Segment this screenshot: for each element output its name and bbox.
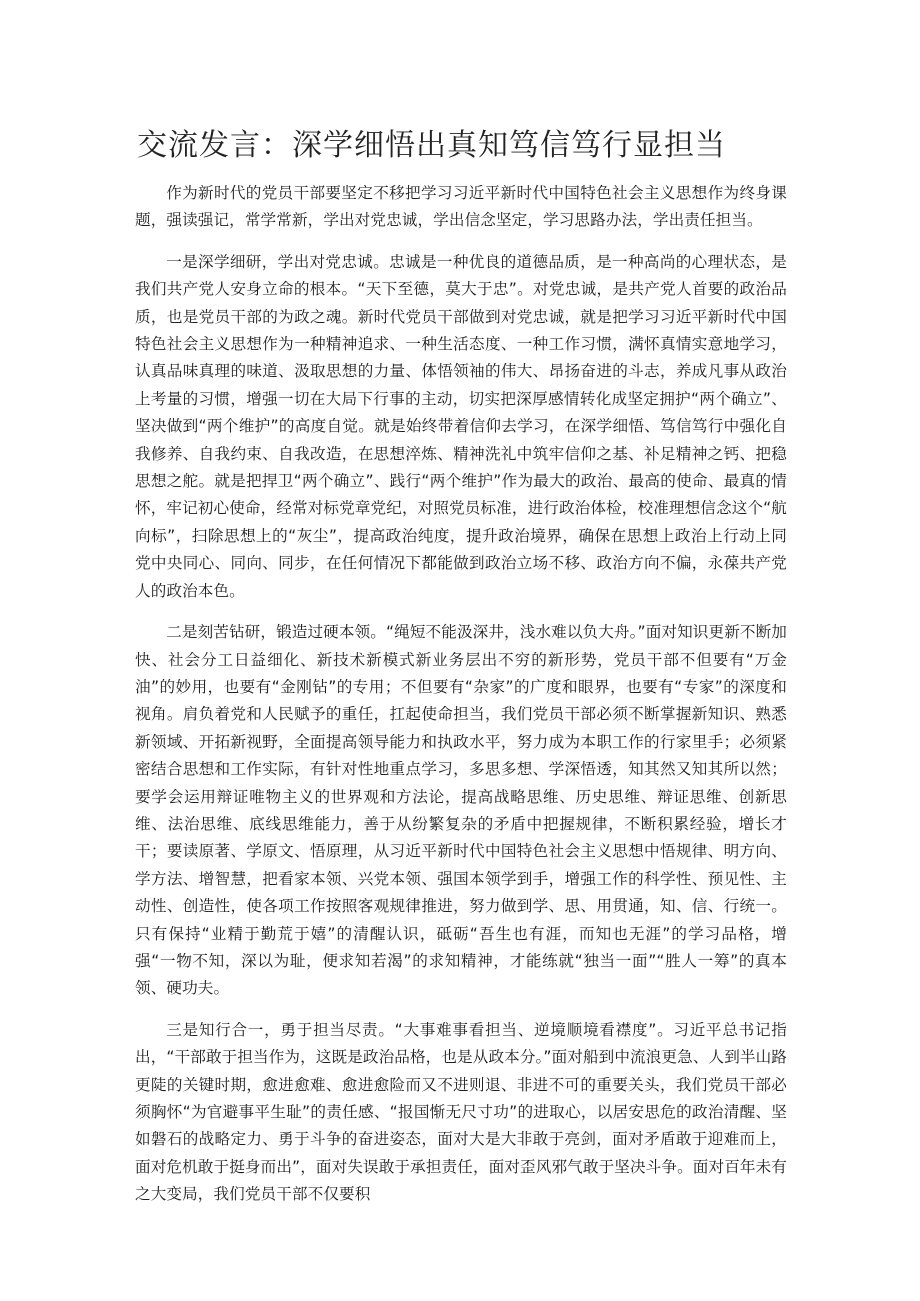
paragraph-responsibility: 三是知行合一，勇于担当尽责。“大事难事看担当、逆境顺境看襟度”。习近平总书记指出，“干部敢于担当作为，这既是政治品格，也是从政本分。”面对船到中流浪更急、人到半山路更陡的关键时期，愈进愈难、愈进愈险而又不进则退、非进不可的重要关头，我们党员干部必须胸怀“为官避事平生耻”的责任感、“报国惭无尺寸功”的进取心，以居安思危的政治清醒、坚如磐石的战略定力、勇于斗争的奋进姿态，面对大是大非敢于亮剑，面对矛盾敢于迎难而上，面对危机敢于挺身而出”，面对失误敢于承担责任，面对歪风邪气敢于坚决斗争。面对百年未有之大变局，我们党员干部不仅要积 [135, 1020, 788, 1204]
document-body [135, 180, 787, 1223]
paragraph-skills: 二是刻苦钻研，锻造过硬本领。“绳短不能汲深井，浅水难以负大舟。”面对知识更新不断加快、社会分工日益细化、新技术新模式新业务层出不穷的新形势，党员干部不但要有“万金油”的妙用，也要有“金刚钻”的专用；不但要有“杂家”的广度和眼界，也要有“专家”的深度和视角。肩负着党和人民赋予的重任，扛起使命担当，我们党员干部必须不断掌握新知识、熟悉新领域、开拓新视野，全面提高领导能力和执政水平，努力成为本职工作的行家里手；必须紧密结合思想和工作实际，有针对性地重点学习，多思多想、学深悟透，知其然又知其所以然；要学会运用辩证唯物主义的世界观和方法论，提高战略思维、历史思维、辩证思维、创新思维、法治思维、底线思维能力，善于从纷繁复杂的矛盾中把握规律，不断积累经验，增长才干；要读原著、学原文、悟原理，从习近平新时代中国特色社会主义思想中悟规律、明方向、学方法、增智慧，把看家本领、兴党本领、强国本领学到手，增强工作的科学性、预见性、主动性、创造性，使各项工作按照客观规律推进，努力做到学、思、用贯通，知、信、行统一。只有保持“业精于勤荒于嬉”的清醒认识，砥砺“吾生也有涯，而知也无涯”的学习品格，增强“一物不知，深以为耻，便求知若渴”的求知精神，才能练就“独当一面”“胜人一筹”的真本领、硬功夫。 [135, 623, 787, 998]
paragraph-loyalty: 一是深学细研，学出对党忠诚。忠诚是一种优良的道德品质，是一种高尚的心理状态，是我们共产党人安身立命的根本。“天下至德，莫大于忠”。对党忠诚，是共产党人首要的政治品质，也是党员干部的为政之魂。新时代党员干部做到对党忠诚，就是把学习习近平新时代中国特色社会主义思想作为一种精神追求、一种生活态度、一种工作习惯，满怀真情实意地学习，认真品味真理的味道、汲取思想的力量、体悟领袖的伟大、昂扬奋进的斗志，养成凡事从政治上考量的习惯，增强一切在大局下行事的主动，切实把深厚感情转化成坚定拥护“两个确立”、坚决做到“两个维护”的高度自觉。就是始终带着信仰去学习，在深学细悟、笃信笃行中强化自我修养、自我约束、自我改造，在思想淬炼、精神洗礼中筑牢信仰之基、补足精神之钙、把稳思想之舵。就是把捍卫“两个确立”、践行“两个维护”作为最大的政治、最高的使命、最真的情怀，牢记初心使命，经常对标党章党纪，对照党员标准，进行政治体检，校准理想信念这个“航向标”，扫除思想上的“灰尘”，提高政治纯度，提升政治境界，确保在思想上政治上行动上同党中央同心、同向、同步，在任何情况下都能做到政治立场不移、政治方向不偏，永葆共产党人的政治本色。 [135, 252, 787, 600]
document-title: 交流发言：深学细悟出真知笃信笃行显担当 [137, 128, 726, 163]
paragraph-intro: 作为新时代的党员干部要坚定不移把学习习近平新时代中国特色社会主义思想作为终身课题，强读强记，常学常新，学出对党忠诚，学出信念坚定，学习思路办法，学出责任担当。 [135, 184, 787, 230]
